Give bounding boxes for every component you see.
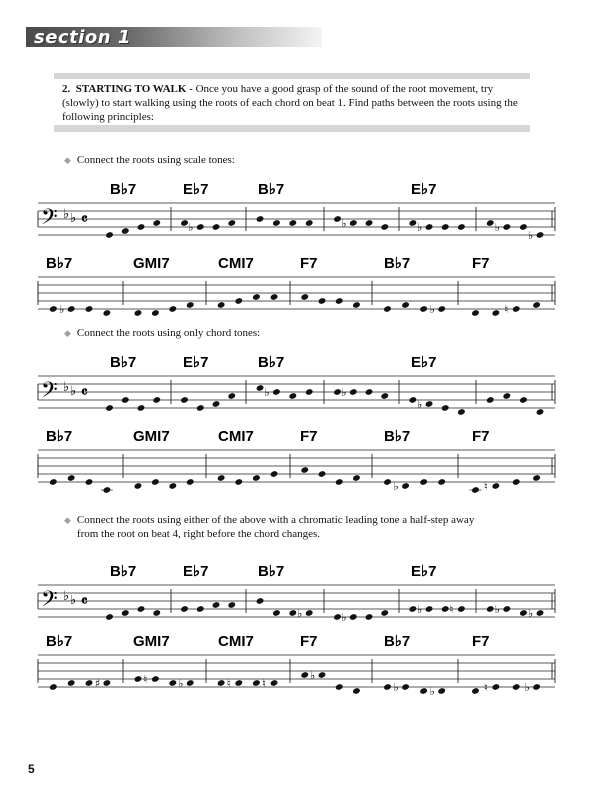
note-head [437,478,446,486]
exercise-number: 2. [62,83,71,95]
note-head [234,679,243,687]
note-head [380,223,389,231]
note-head [425,400,434,408]
note-head [152,219,161,227]
note-head [365,219,374,227]
note-head [217,474,226,482]
note-head [380,392,389,400]
note-head [234,297,243,305]
note-head [492,309,501,317]
note-head [536,408,545,416]
chord-symbol: CMI7 [218,428,254,445]
note-head [318,470,327,478]
note-head [252,679,261,687]
flat-icon: ♭ [264,386,270,399]
note-head [85,305,94,313]
flat-icon: ♭ [527,229,534,242]
note-head [105,613,114,621]
note-head [227,601,236,609]
note-head [67,474,76,482]
note-head [186,478,195,486]
chord-symbol: B♭7 [110,563,137,580]
note-head [168,482,177,490]
note-head [121,609,130,617]
note-head [437,687,446,695]
note-head [401,301,410,309]
flat-icon: ♭ [178,677,184,690]
note-head [252,474,261,482]
flat-icon: ♭ [59,303,65,316]
instruction-text: Connect the roots using either of the above with a chromatic leading tone a half-step away from the root on beat 4, right before the chord changes. [76,514,475,540]
note-head [137,404,146,412]
note-head [486,219,495,227]
note-head [305,219,314,227]
note-head [441,223,450,231]
exercise-heading: STARTING TO WALK [75,83,187,95]
note-head [151,675,160,683]
chord-symbol: F7 [472,428,490,445]
chord-symbol: GMI7 [133,633,170,650]
note-head [252,293,261,301]
note-head [441,404,450,412]
note-head [365,613,374,621]
key-signature-flat-icon: ♭ [63,589,70,604]
note-head [168,679,177,687]
note-head [186,301,195,309]
diamond-bullet-icon: ◆ [64,516,71,526]
chord-symbol: F7 [300,633,318,650]
flat-icon: ♭ [341,217,347,230]
note-head [49,683,58,691]
bass-clef-icon: 𝄢 [41,587,58,617]
note-head [486,605,495,613]
bass-clef-icon: 𝄢 [41,378,58,408]
note-head [401,683,410,691]
note-head [471,309,480,317]
note-head [196,404,205,412]
chord-symbol: B♭7 [46,633,73,650]
note-head [532,301,541,309]
note-head [503,223,512,231]
note-head [227,392,236,400]
note-head [272,388,281,396]
note-head [349,219,358,227]
chord-symbol: B♭7 [258,181,285,198]
flat-icon: ♭ [417,221,423,234]
flat-icon: ♭ [527,607,534,620]
exercise-description: - Once you have a good grasp of the sound of the root movement, try (slowly) to start walking using the roots of each chord on beat 1. Find paths between the roots using the following principles: [62,83,518,123]
note-head [512,305,521,313]
note-head [352,474,361,482]
flat-icon: ♭ [494,603,501,616]
note-head [288,609,297,617]
chord-symbol: B♭7 [384,428,411,445]
key-signature-flat-icon: ♭ [70,593,77,608]
note-head [349,613,358,621]
note-head [300,466,309,474]
note-head [352,301,361,309]
note-head [437,305,446,313]
note-head [335,478,344,486]
note-head [383,305,392,313]
note-head [383,478,392,486]
natural-icon: ♮ [262,677,266,690]
note-head [352,687,361,695]
note-head [300,293,309,301]
chord-symbol: B♭7 [258,354,285,371]
note-head [256,215,265,223]
chord-symbol: F7 [472,255,490,272]
common-time-icon: 𝄴 [81,210,88,228]
note-head [441,605,450,613]
chord-symbol: F7 [300,428,318,445]
key-signature-flat-icon: ♭ [70,211,77,226]
note-head [457,408,466,416]
note-head [272,609,281,617]
note-head [121,396,130,404]
page-number: 5 [28,762,35,776]
note-head [419,305,428,313]
note-head [471,486,480,494]
section-title: section 1 [34,27,131,48]
chord-symbol: E♭7 [411,181,437,198]
note-head [186,679,195,687]
note-head [103,309,112,317]
note-head [134,309,143,317]
note-head [151,309,160,317]
instruction-text: Connect the roots using only chord tones: [76,327,261,339]
note-head [425,223,434,231]
note-head [457,223,466,231]
chord-symbol: B♭7 [384,633,411,650]
note-head [532,683,541,691]
note-head [409,605,418,613]
flat-icon: ♭ [297,607,303,620]
sharp-icon: ♯ [94,677,101,690]
common-time-icon: 𝄴 [81,383,88,401]
note-head [519,223,528,231]
note-head [212,400,221,408]
note-head [256,384,265,392]
note-head [519,396,528,404]
chord-symbol: B♭7 [46,428,73,445]
note-head [492,683,501,691]
flat-icon: ♭ [393,480,399,493]
note-head [270,679,279,687]
note-head [512,478,521,486]
note-head [85,478,94,486]
note-head [227,219,236,227]
natural-icon: ♮ [226,677,231,690]
diamond-bullet-icon: ◆ [64,329,71,339]
note-head [492,482,501,490]
note-head [105,404,114,412]
note-head [105,231,114,239]
note-head [349,388,358,396]
flat-icon: ♭ [341,386,347,399]
note-head [512,683,521,691]
note-head [318,671,327,679]
flat-icon: ♭ [393,681,399,694]
note-head [168,305,177,313]
note-head [151,478,160,486]
flat-icon: ♭ [309,669,316,682]
natural-icon: ♮ [483,480,488,493]
note-head [256,597,265,605]
bass-clef-icon: 𝄢 [41,205,58,235]
note-head [134,482,143,490]
diamond-bullet-icon: ◆ [64,156,71,166]
note-head [103,679,112,687]
chord-symbol: GMI7 [133,428,170,445]
note-head [121,227,130,235]
note-head [134,675,143,683]
note-head [519,609,528,617]
note-head [49,478,58,486]
note-head [409,396,418,404]
flat-icon: ♭ [417,398,423,411]
chord-symbol: CMI7 [218,633,254,650]
note-head [180,605,189,613]
note-head [305,609,314,617]
natural-icon: ♮ [483,681,488,694]
note-head [67,305,76,313]
note-head [152,396,161,404]
chord-symbol: B♭7 [110,354,137,371]
note-head [270,470,279,478]
chord-symbol: E♭7 [183,354,209,371]
chord-symbol: E♭7 [183,181,209,198]
chord-symbol: F7 [300,255,318,272]
note-head [212,223,221,231]
note-head [419,478,428,486]
note-head [137,605,146,613]
key-signature-flat-icon: ♭ [63,207,70,222]
note-head [212,601,221,609]
note-head [234,478,243,486]
flat-icon: ♭ [341,611,347,624]
chord-symbol: B♭7 [110,181,137,198]
chord-symbol: E♭7 [411,354,437,371]
note-head [305,388,314,396]
chord-symbol: B♭7 [46,255,73,272]
note-head [536,231,545,239]
chord-symbol: B♭7 [384,255,411,272]
instruction-text: Connect the roots using scale tones: [76,154,235,166]
natural-icon: ♮ [504,303,509,316]
note-head [419,687,428,695]
note-head [503,392,512,400]
natural-icon: ♮ [143,673,148,686]
note-head [318,297,327,305]
note-head [196,223,205,231]
chord-symbol: F7 [472,633,490,650]
note-head [217,301,226,309]
note-head [383,683,392,691]
note-head [288,219,297,227]
note-head [457,605,466,613]
note-head [217,679,226,687]
note-head [272,219,281,227]
flat-icon: ♭ [494,221,501,234]
note-head [471,687,480,695]
key-signature-flat-icon: ♭ [63,380,70,395]
note-head [365,388,374,396]
note-head [180,396,189,404]
chord-symbol: CMI7 [218,255,254,272]
note-head [536,609,545,617]
chord-symbol: B♭7 [258,563,285,580]
note-head [532,474,541,482]
note-head [85,679,94,687]
natural-icon: ♮ [449,603,454,616]
chord-symbol: GMI7 [133,255,170,272]
flat-icon: ♭ [429,685,435,698]
note-head [425,605,434,613]
flat-icon: ♭ [188,221,194,234]
note-head [152,609,161,617]
flat-icon: ♭ [524,681,530,694]
note-head [380,609,389,617]
common-time-icon: 𝄴 [81,592,88,610]
note-head [503,605,512,613]
note-head [49,305,58,313]
flat-icon: ♭ [429,303,435,316]
note-head [409,219,418,227]
note-head [300,671,309,679]
note-head [288,392,297,400]
note-head [270,293,279,301]
note-head [67,679,76,687]
note-head [137,223,146,231]
key-signature-flat-icon: ♭ [70,384,77,399]
note-head [103,486,112,494]
note-head [486,396,495,404]
note-head [401,482,410,490]
note-head [196,605,205,613]
note-head [335,683,344,691]
chord-symbol: E♭7 [411,563,437,580]
flat-icon: ♭ [417,603,423,616]
note-head [335,297,344,305]
chord-symbol: E♭7 [183,563,209,580]
